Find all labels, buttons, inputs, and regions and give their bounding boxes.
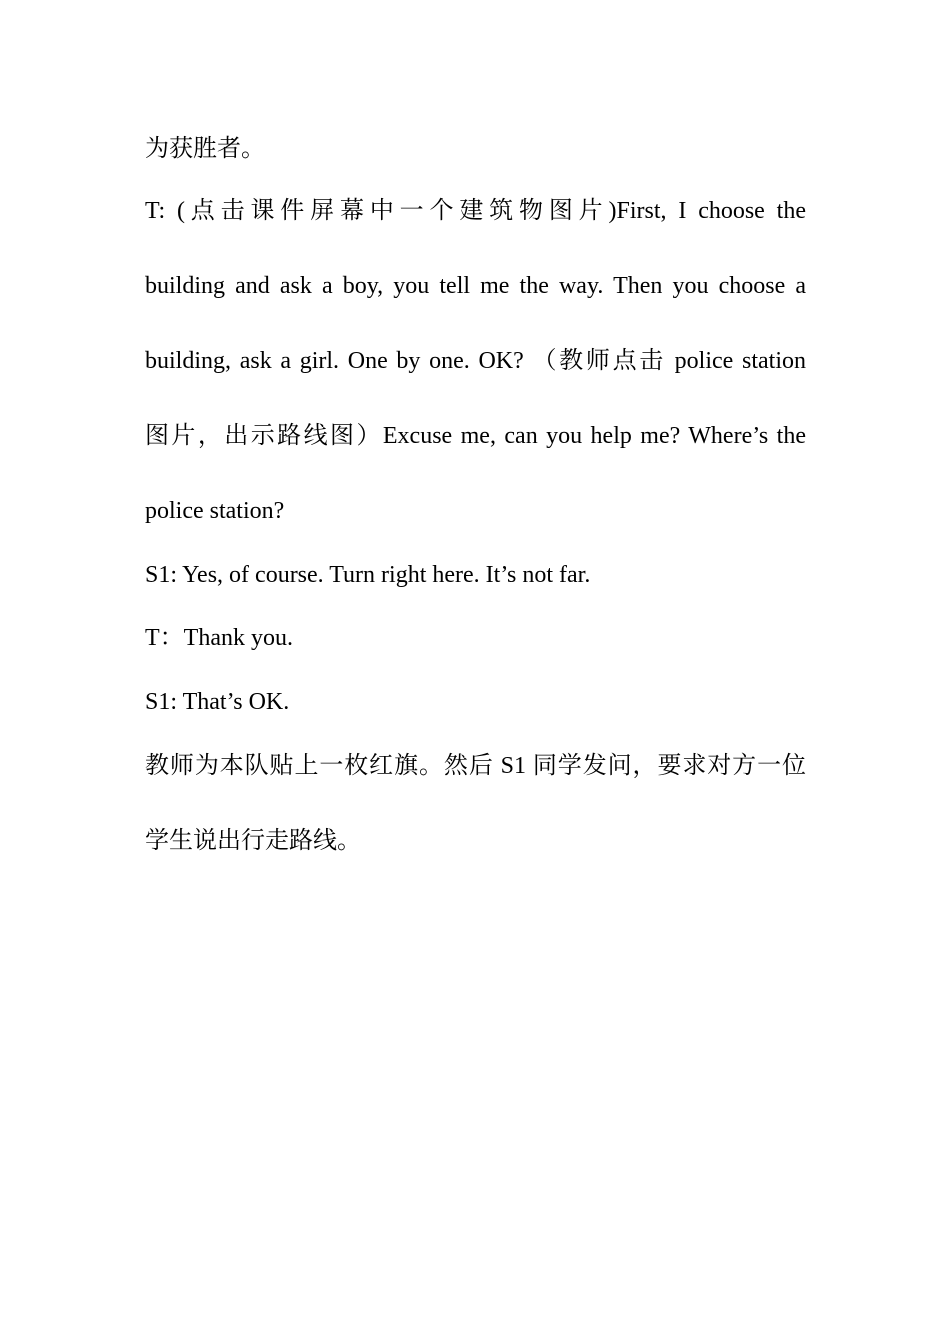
dialogue-line-t-thanks: T：Thank you. — [145, 625, 293, 651]
paragraph-line-teacher-ok: building, ask a girl. One by one. OK? （教师点击 police station — [145, 348, 806, 374]
dialogue-line-s1-ok: S1: That’s OK. — [145, 689, 290, 715]
paragraph-line-teacher-excuse: 图片，出示路线图）Excuse me, can you help me? Where’s the — [145, 423, 806, 449]
paragraph-line-winner: 为获胜者。 — [145, 136, 265, 162]
paragraph-line-teacher-building: building and ask a boy, you tell me the way. Then you choose a — [145, 273, 806, 299]
paragraph-line-red-flag: 教师为本队贴上一枚红旗。然后 S1 同学发问，要求对方一位 — [145, 753, 806, 779]
dialogue-line-s1-yes: S1: Yes, of course. Turn right here. It’s not far. — [145, 562, 591, 588]
paragraph-line-route: 学生说出行走路线。 — [145, 828, 361, 854]
paragraph-line-teacher-intro: T: (点击课件屏幕中一个建筑物图片)First, I choose the — [145, 198, 806, 224]
paragraph-line-police-station: police station? — [145, 498, 285, 524]
